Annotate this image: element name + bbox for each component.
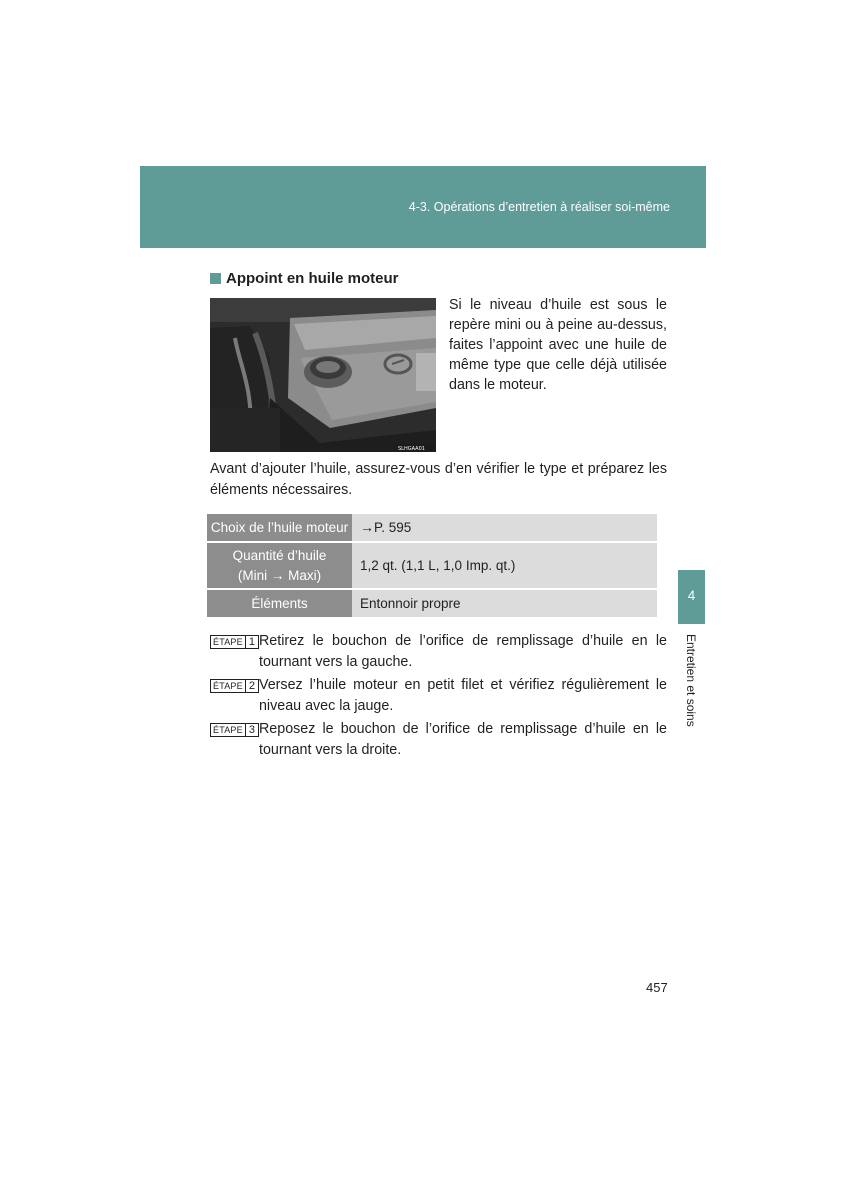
step-tag: [210, 675, 259, 717]
step-number: 1: [246, 635, 259, 649]
oil-spec-table: [207, 514, 657, 619]
step-tag: [210, 719, 259, 761]
table-label: Choix de l’huile moteur: [207, 514, 352, 542]
step-label: ÉTAPE: [210, 635, 246, 649]
step-item: [210, 631, 667, 673]
table-row: [207, 542, 657, 589]
table-label: Éléments: [207, 589, 352, 618]
page-number: 457: [646, 980, 668, 995]
table-value: Entonnoir propre: [352, 589, 657, 618]
step-item: [210, 719, 667, 761]
step-label: ÉTAPE: [210, 679, 246, 693]
table-value: 1,2 qt. (1,1 L, 1,0 Imp. qt.): [352, 542, 657, 589]
step-number: 3: [246, 723, 259, 737]
section-heading: [210, 270, 399, 287]
step-number: 2: [246, 679, 259, 693]
table-label-line: Quantité d’huile: [232, 547, 327, 563]
engine-photo: [210, 298, 436, 452]
header-band: [140, 166, 706, 248]
step-item: [210, 675, 667, 717]
before-paragraph: Avant d’ajouter l’huile, assurez-vous d’en vérifier le type et préparez les éléments nécessaires.: [210, 461, 667, 498]
step-label: ÉTAPE: [210, 723, 246, 737]
chapter-label: Entretien et soins: [684, 634, 698, 727]
step-text: Retirez le bouchon de l’orifice de remplissage d’huile en le tournant vers la gauche.: [258, 633, 667, 670]
section-heading-text: Appoint en huile moteur: [226, 270, 399, 287]
chapter-number: 4: [687, 588, 696, 603]
table-label-line: (Mini → Maxi): [237, 567, 322, 583]
header-title: 4-3. Opérations d’entretien à réaliser soi-même: [408, 200, 670, 214]
heading-square-icon: [210, 273, 221, 284]
table-row: [207, 514, 657, 542]
intro-paragraph: Si le niveau d’huile est sous le repère mini ou à peine au-dessus, faites l’appoint avec une huile de même type que celle déjà utilisée dans le moteur.: [449, 297, 667, 393]
step-text: Reposez le bouchon de l’orifice de remplissage d’huile en le tournant vers la droite.: [258, 721, 667, 758]
step-tag: [210, 631, 259, 673]
page-reference-link[interactable]: P. 595: [374, 520, 412, 535]
step-text: Versez l’huile moteur en petit filet et vérifiez régulièrement le niveau avec la jauge.: [258, 677, 667, 714]
arrow-icon: →: [360, 519, 374, 535]
chapter-tab[interactable]: [678, 570, 705, 624]
figure-code: SLHGAA01: [398, 446, 425, 452]
table-label: [207, 542, 352, 589]
table-row: [207, 589, 657, 618]
step-list: [210, 631, 667, 763]
table-value: [352, 514, 657, 542]
